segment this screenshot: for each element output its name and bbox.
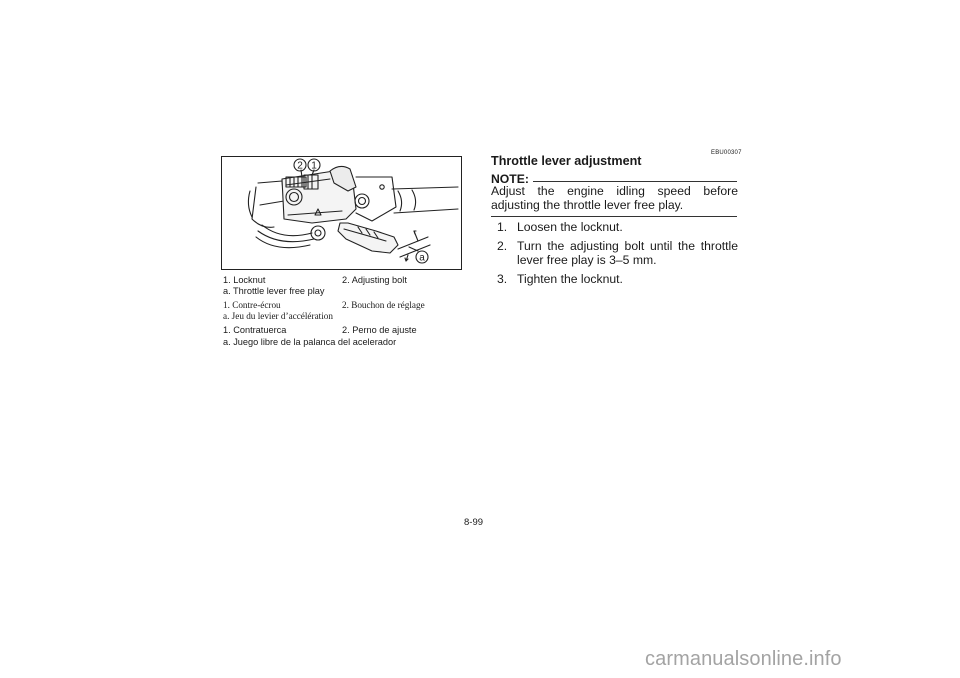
callout-1: 1 [311,160,317,172]
throttle-lever-drawing [222,157,461,269]
instruction-steps [497,220,738,291]
step-number: 1. [497,220,508,234]
caption-fr-item1: 1. Contre-écrou [223,300,281,310]
throttle-lever-illustration [221,156,462,270]
caption-fr-item2: 2. Bouchon de réglage [342,300,425,310]
note-header-rule [533,181,737,182]
step-item [497,272,738,286]
step-number: 2. [497,239,508,253]
caption-es-itema: a. Juego libre de la palanca del acelerador [223,337,397,347]
caption-en-itema: a. Throttle lever free play [223,286,325,296]
section-title: Throttle lever adjustment [491,154,642,168]
caption-es-item2: 2. Perno de ajuste [342,325,417,335]
caption-fr-itema: a. Jeu du levier d’accélération [223,311,333,321]
callout-2: 2 [297,160,303,172]
step-item [497,239,738,267]
step-text: Tighten the locknut. [517,272,623,286]
page-number: 8-99 [464,517,484,528]
caption-en-item1: 1. Locknut [223,275,266,285]
note-end-rule [491,216,737,217]
callout-a: a [419,252,425,264]
caption-en-item2: 2. Adjusting bolt [342,275,407,285]
caption-es-item1: 1. Contratuerca [223,325,287,335]
note-label: NOTE: [491,172,529,186]
step-text: Turn the adjusting bolt until the throttle lever free play is 3–5 mm. [517,239,738,267]
watermark: carmanualsonline.info [645,648,842,670]
step-text: Loosen the locknut. [517,220,623,234]
note-text: Adjust the engine idling speed before adjusting the throttle lever free play. [491,184,738,212]
section-code: EBU00307 [711,150,742,156]
step-item [497,220,738,234]
step-number: 3. [497,272,508,286]
